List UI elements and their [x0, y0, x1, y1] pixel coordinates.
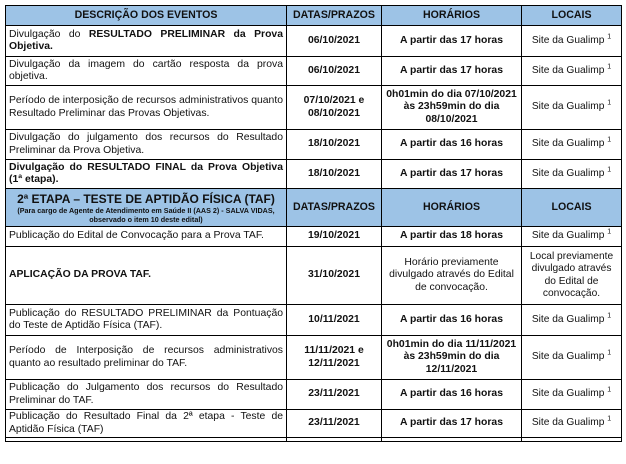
event-date: 06/10/2021 — [287, 57, 382, 86]
table-row — [6, 26, 622, 57]
table-row — [6, 305, 622, 336]
event-time: A partir das 17 horas — [382, 410, 522, 438]
event-description: Publicação do Julgamento dos recursos do Resultado Preliminar do TAF. — [6, 380, 287, 410]
event-date: 23/11/2021 — [287, 410, 382, 438]
event-place: Site da Gualimp $^1$ — [522, 336, 622, 380]
table-row — [6, 57, 622, 86]
event-description: Divulgação do RESULTADO FINAL da Prova Objetiva (1ª etapa). — [6, 160, 287, 189]
event-place: Site da Gualimp $^1$ — [522, 160, 622, 189]
event-place: Site da Gualimp $^1$ — [522, 57, 622, 86]
table-row — [6, 130, 622, 160]
event-time: A partir das 16 horas — [382, 130, 522, 160]
table-row — [6, 410, 622, 438]
event-date: 31/10/2021 — [287, 247, 382, 305]
event-date: 23/11/2021 — [287, 380, 382, 410]
event-description: APLICAÇÃO DA PROVA TAF. — [6, 247, 287, 305]
etapa2-subtitle: (Para cargo de Agente de Atendimento em Saúde II (AAS 2) - SALVA VIDAS, observado o item 10 deste edital) — [17, 205, 275, 224]
table-row — [6, 336, 622, 380]
event-time: 0h01min do dia 11/11/2021 às 23h59min do dia 12/11/2021 — [382, 336, 522, 380]
table-row — [6, 160, 622, 189]
event-time: A partir das 17 horas — [382, 57, 522, 86]
event-description: Período de Interposição de recursos administrativos quanto ao resultado preliminar do TAF. — [6, 336, 287, 380]
event-description: Período de interposição de recursos administrativos quanto Resultado Preliminar das Provas Objetivas. — [6, 86, 287, 130]
event-date: 10/11/2021 — [287, 305, 382, 336]
continuation-cell — [6, 438, 287, 442]
schedule-table — [5, 5, 622, 442]
header-description: DESCRIÇÃO DOS EVENTOS — [6, 6, 287, 26]
event-date: 18/10/2021 — [287, 130, 382, 160]
event-place: Site da Gualimp $^1$ — [522, 26, 622, 57]
event-time: Horário previamente divulgado através do Edital de convocação. — [382, 247, 522, 305]
header-times: HORÁRIOS — [382, 6, 522, 26]
schedule-table-wrapper — [5, 5, 621, 442]
header-dates: DATAS/PRAZOS — [287, 6, 382, 26]
event-description: Divulgação do RESULTADO PRELIMINAR da Prova Objetiva. — [6, 26, 287, 57]
event-time: A partir das 18 horas — [382, 227, 522, 247]
event-time: A partir das 17 horas — [382, 26, 522, 57]
event-place: Local previamente divulgado através do Edital de convocação. — [522, 247, 622, 305]
event-time: A partir das 16 horas — [382, 380, 522, 410]
event-time: A partir das 17 horas — [382, 160, 522, 189]
event-date: 07/10/2021 e 08/10/2021 — [287, 86, 382, 130]
etapa2-header-times: HORÁRIOS — [382, 189, 522, 227]
event-description: Divulgação do julgamento dos recursos do Resultado Preliminar da Prova Objetiva. — [6, 130, 287, 160]
event-date: 06/10/2021 — [287, 26, 382, 57]
etapa2-title: 2ª ETAPA – TESTE DE APTIDÃO FÍSICA (TAF) — [17, 191, 275, 206]
event-place: Site da Gualimp $^1$ — [522, 410, 622, 438]
event-date: 19/10/2021 — [287, 227, 382, 247]
table-continuation-row — [6, 438, 622, 442]
event-place: Site da Gualimp $^1$ — [522, 86, 622, 130]
etapa2-title-cell — [6, 189, 287, 227]
event-description: Publicação do Resultado Final da 2ª etapa - Teste de Aptidão Física (TAF) — [6, 410, 287, 438]
etapa2-header-dates: DATAS/PRAZOS — [287, 189, 382, 227]
table-row — [6, 247, 622, 305]
event-place: Site da Gualimp $^1$ — [522, 305, 622, 336]
event-place: Site da Gualimp $^1$ — [522, 227, 622, 247]
table-row — [6, 380, 622, 410]
event-time: 0h01min do dia 07/10/2021 às 23h59min do dia 08/10/2021 — [382, 86, 522, 130]
etapa2-header-row — [6, 189, 622, 227]
table-row — [6, 86, 622, 130]
continuation-cell — [287, 438, 382, 442]
event-description: Publicação do RESULTADO PRELIMINAR da Pontuação do Teste de Aptidão Física (TAF). — [6, 305, 287, 336]
continuation-cell — [522, 438, 622, 442]
event-description: Publicação do Edital de Convocação para a Prova TAF. — [6, 227, 287, 247]
header-row — [6, 6, 622, 26]
event-time: A partir das 16 horas — [382, 305, 522, 336]
table-row — [6, 227, 622, 247]
event-date: 18/10/2021 — [287, 160, 382, 189]
continuation-cell — [382, 438, 522, 442]
event-date: 11/11/2021 e 12/11/2021 — [287, 336, 382, 380]
event-description: Divulgação da imagem do cartão resposta da prova objetiva. — [6, 57, 287, 86]
event-place: Site da Gualimp $^1$ — [522, 130, 622, 160]
etapa2-header-places: LOCAIS — [522, 189, 622, 227]
header-places: LOCAIS — [522, 6, 622, 26]
event-place: Site da Gualimp $^1$ — [522, 380, 622, 410]
